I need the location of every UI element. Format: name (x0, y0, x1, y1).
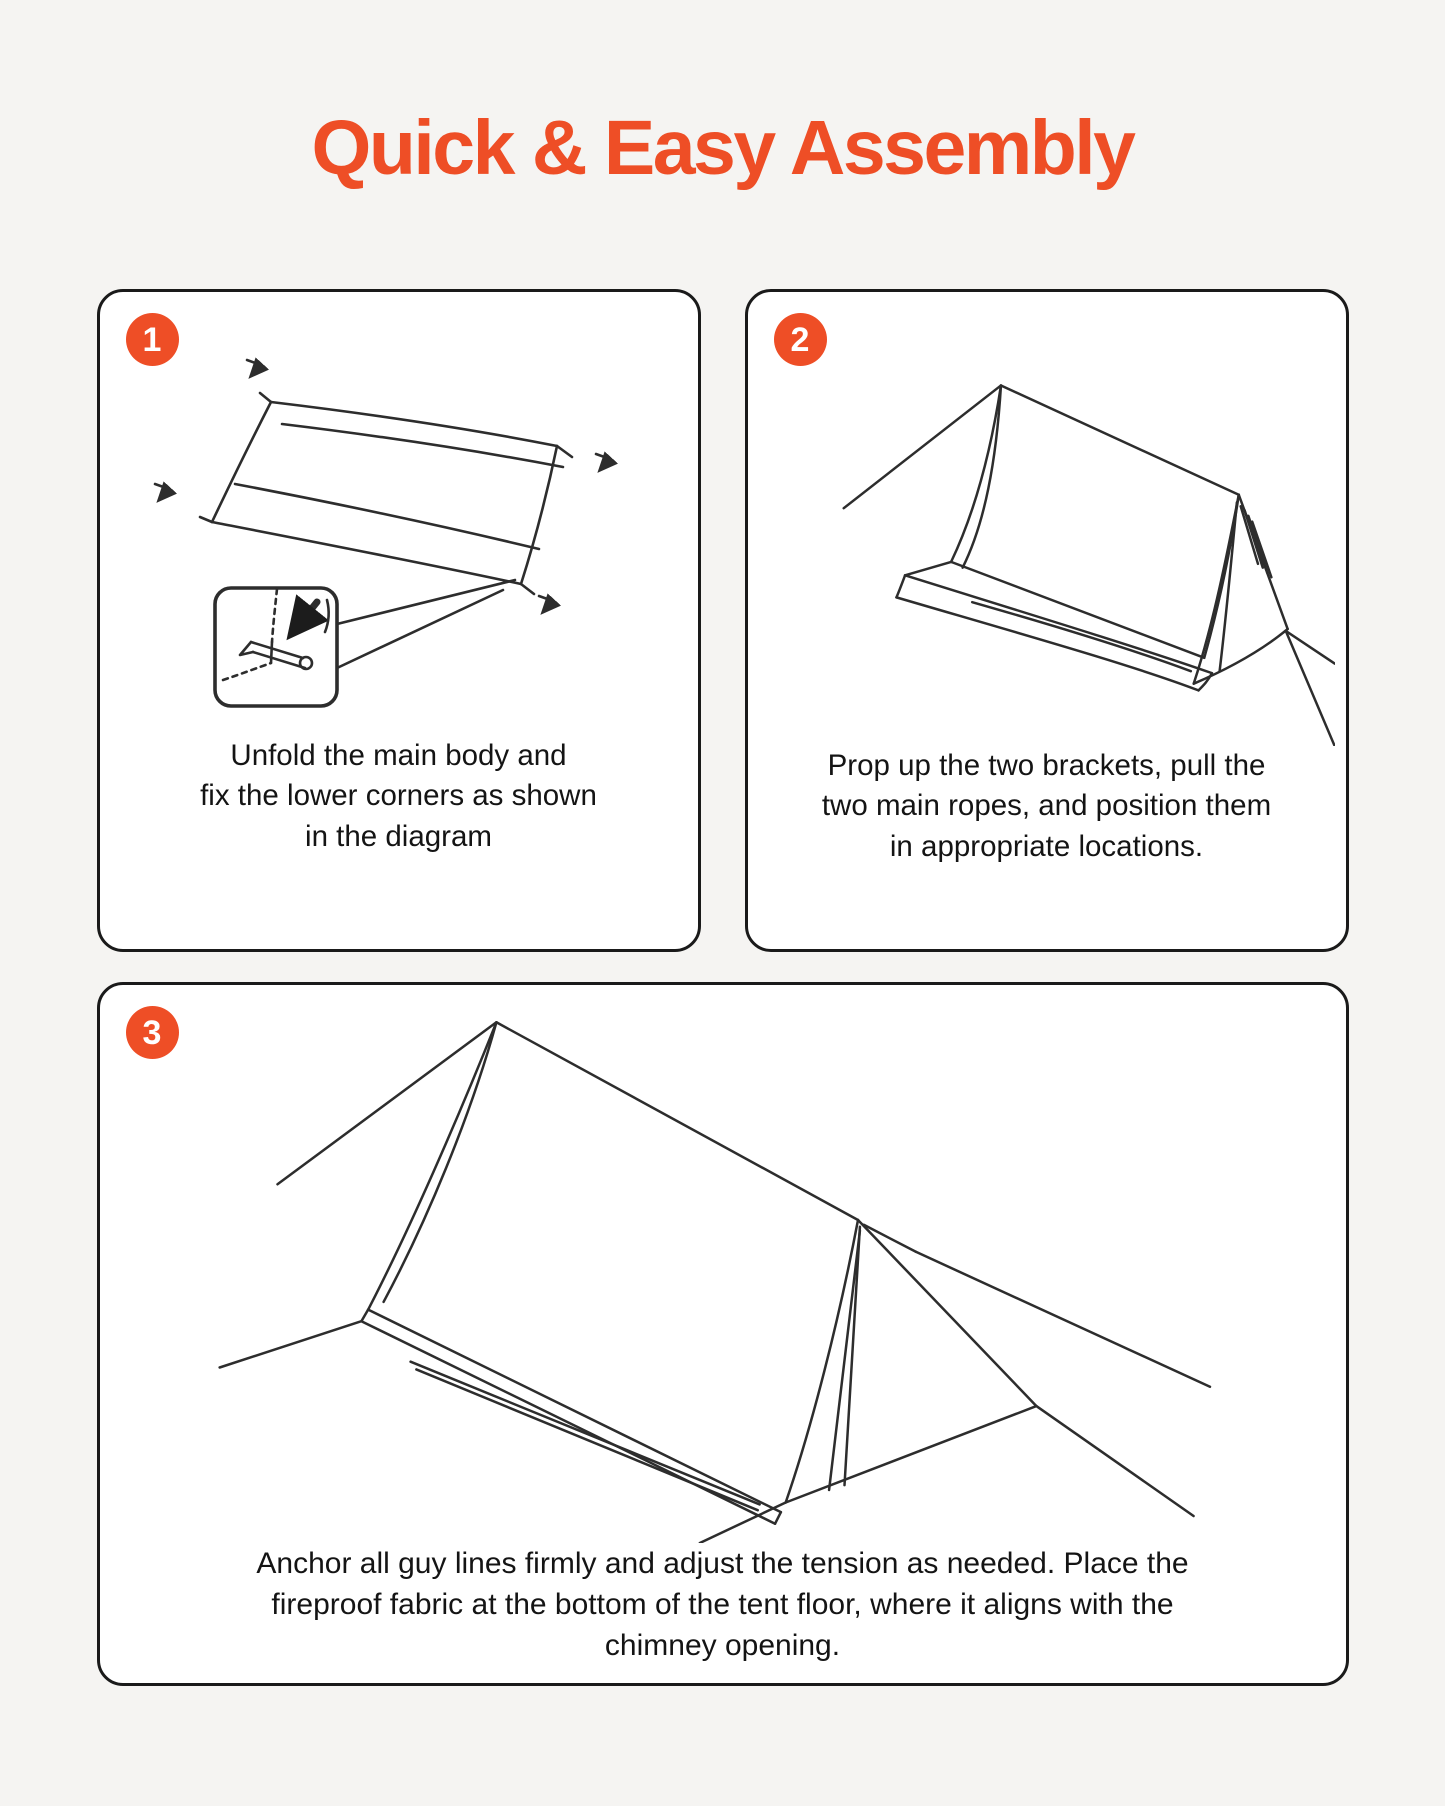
step-3-drawing-area (100, 1003, 1346, 1543)
step-3-caption-line-1: Anchor all guy lines firmly and adjust the tension as needed. Place the (256, 1547, 1189, 1580)
step-1-caption-line-1: Unfold the main body and (230, 738, 567, 772)
step-2-caption-line-1: Prop up the two brackets, pull the (827, 749, 1266, 782)
step-1-badge: 1 (126, 313, 179, 366)
tent-propped-brackets-icon (759, 326, 1335, 746)
tent-fully-pitched-guylines-icon (163, 1003, 1283, 1543)
step-3-caption-line-2: fireproof fabric at the bottom of the tent floor, where it aligns with the (271, 1588, 1174, 1622)
tent-unfolded-flat-icon (119, 326, 679, 734)
step-2-drawing-area (748, 326, 1346, 746)
step-3-badge: 3 (126, 1006, 179, 1059)
step-2-caption (748, 746, 1346, 867)
step-1-drawing-area (100, 326, 698, 734)
step-1-caption-line-3: in the diagram (305, 819, 492, 853)
step-3-caption-line-3: chimney opening. (604, 1629, 841, 1663)
step-2-card (745, 289, 1349, 952)
step-3-card (97, 982, 1349, 1686)
step-3-caption (100, 1543, 1346, 1666)
step-2-badge: 2 (774, 313, 827, 366)
steps-row (97, 289, 1349, 952)
step-2-caption-line-3: in appropriate locations. (889, 829, 1204, 863)
step-1-card (97, 289, 701, 952)
step-1-caption (100, 736, 698, 857)
step-1-caption-line-2: fix the lower corners as shown (200, 779, 597, 813)
step-2-caption-line-2: two main ropes, and position them (821, 789, 1272, 823)
page-title: Quick & Easy Assembly (311, 105, 1134, 191)
